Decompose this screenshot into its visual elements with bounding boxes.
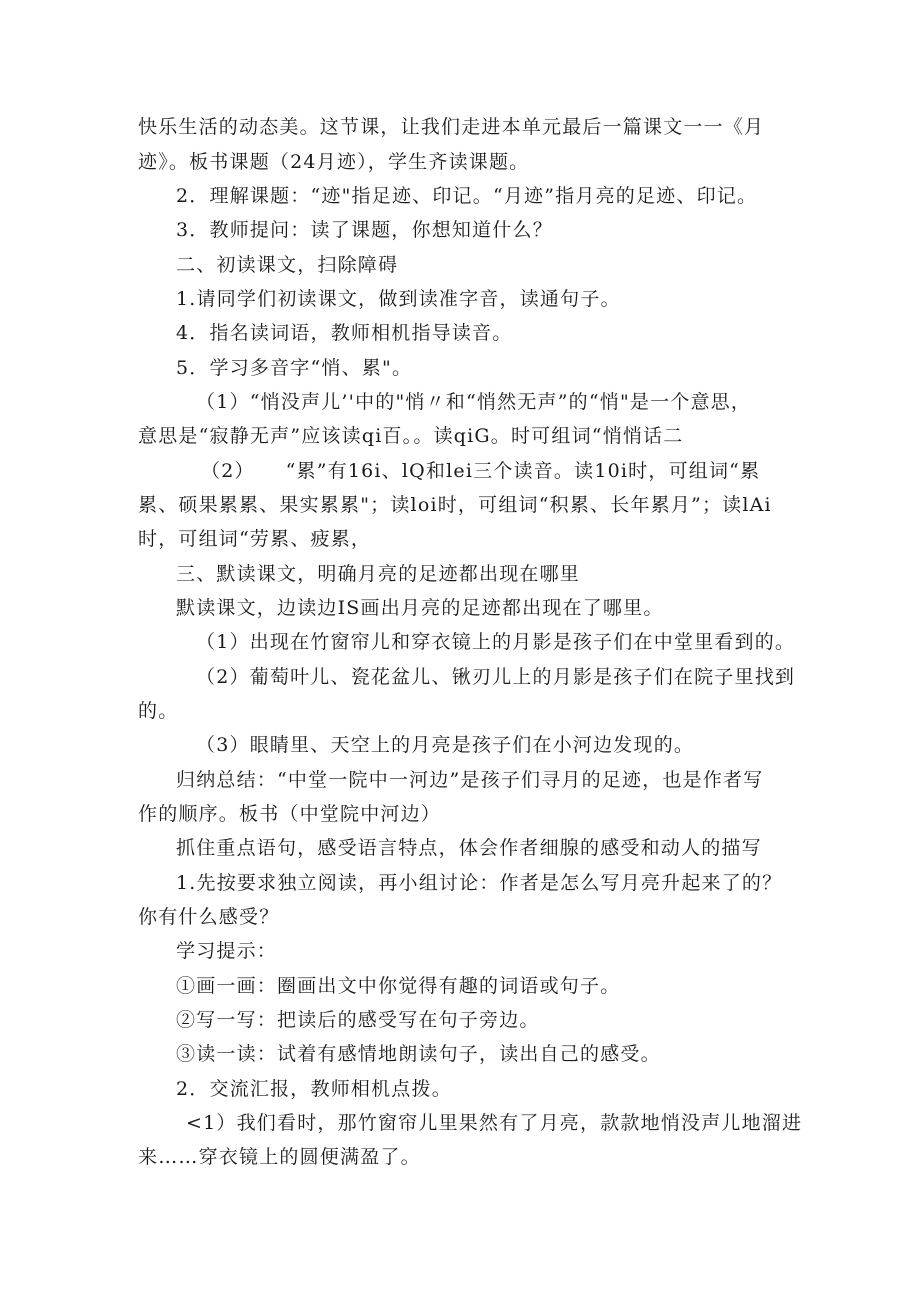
text-line: 来……穿衣镜上的圆便满盈了。 (138, 1146, 421, 1168)
text-line: 归纳总结：“中堂一院中一河边”是孩子们寻月的足迹，也是作者写 (176, 769, 764, 791)
text-line: 5．学习多音字“悄、累"。 (176, 357, 413, 379)
section-heading: 三、默读课文，明确月亮的足迹都出现在哪里 (176, 563, 581, 585)
text-line: 4．指名读词语，教师相机指导读音。 (176, 322, 513, 344)
text-line: （1）“悄没声儿’'中的"悄〃和“悄然无声”的“悄"是一个意思， (196, 391, 752, 413)
text-line: 3．教师提问：读了课题，你想知道什么？ (176, 219, 553, 241)
text-line: （3）眼睛里、天空上的月亮是孩子们在小河边发现的。 (196, 734, 695, 756)
text-line: 时，可组词“劳累、疲累， (138, 528, 372, 550)
list-item: ①画一画：圈画出文中你觉得有趣的词语或句子。 (176, 975, 621, 997)
text-line: 1.请同学们初读课文，做到读准字音，读通句子。 (176, 288, 621, 310)
list-item: ②写一写：把读后的感受写在句子旁边。 (176, 1009, 540, 1031)
text-line: 1.先按要求独立阅读，再小组讨论：作者是怎么写月亮升起来了的？ (176, 872, 783, 894)
text-line: （1）出现在竹窗帘儿和穿衣镜上的月影是孩子们在中堂里看到的。 (196, 631, 796, 653)
text-line: 2．理解课题：“迹"指足迹、印记。“月迹”指月亮的足迹、印记。 (176, 185, 758, 207)
text-line: 作的顺序。板书（中堂院中河边） (138, 803, 442, 825)
section-heading: 抓住重点语句，感受语言特点，体会作者细腺的感受和动人的描写 (176, 837, 762, 859)
text-line: 默读课文，边读边IS画出月亮的足迹都出现在了哪里。 (176, 597, 664, 619)
text-line: 2．交流汇报，教师相机点拨。 (176, 1078, 452, 1100)
text-line: 迹》。板书课题（24月迹），学生齐读课题。 (138, 151, 530, 173)
list-item: ③读一读：试着有感情地朗读句子，读出自己的感受。 (176, 1043, 661, 1065)
text-line: （2） “累”有16i、lQ和lei三个读音。读10i时，可组词“累 (201, 460, 761, 482)
text-line: 学习提示： (176, 940, 278, 962)
text-line: 累、硕果累累、果实累累"；读loi时，可组词“积累、长年累月”；读lAi (138, 494, 772, 516)
text-line: 的。 (138, 700, 179, 722)
text-line: 你有什么感受？ (138, 906, 280, 928)
section-heading: 二、初读课文，扫除障碍 (176, 254, 399, 276)
text-line: 意思是“寂静无声”应该读qi百。。读qiG。时可组词“悄悄话二 (138, 425, 684, 447)
text-line: <1）我们看时，那竹窗帘儿里果然有了月亮，款款地悄没声儿地溜进 (186, 1112, 803, 1134)
text-line: （2）葡萄叶儿、瓷花盆儿、锹刃儿上的月影是孩子们在院子里找到 (196, 666, 796, 688)
text-line: 快乐生活的动态美。这节课，让我们走进本单元最后一篇课文一一《月 (138, 116, 765, 138)
